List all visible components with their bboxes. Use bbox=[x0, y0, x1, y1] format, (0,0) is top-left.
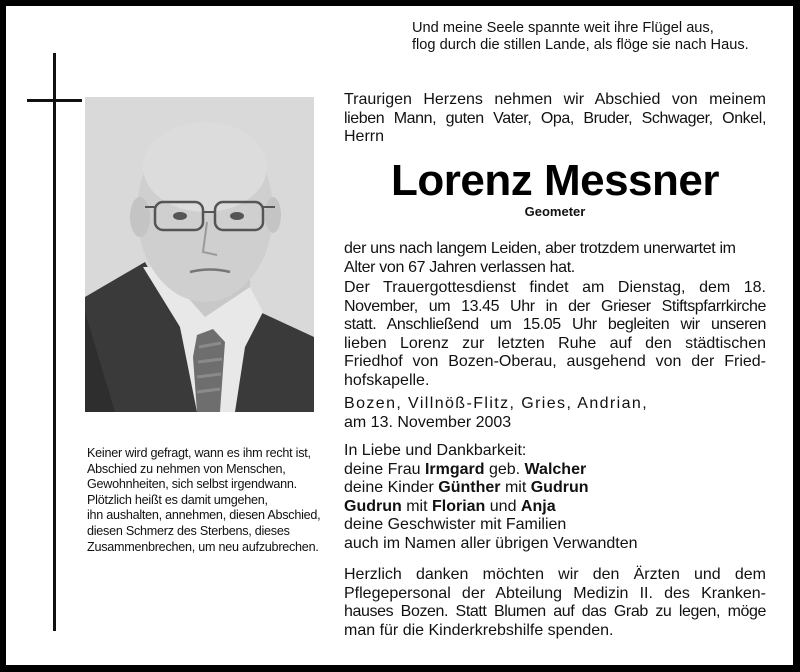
family-text: deine Frau bbox=[344, 460, 425, 478]
family-text: mit bbox=[500, 479, 531, 497]
deceased-name: Lorenz Messner bbox=[391, 156, 719, 205]
service-line: Der Trauergottesdienst findet am Dienstag, dem 18. bbox=[344, 279, 766, 296]
poem-line: Keiner wird gefragt, wann es ihm recht ist, bbox=[87, 446, 311, 460]
family-list bbox=[344, 442, 766, 554]
family-relatives: auch im Namen aller übrigen Verwandten bbox=[344, 534, 638, 552]
intro-line: Traurigen Herzens nehmen wir Abschied von meinem bbox=[344, 91, 766, 108]
child-name: Günther bbox=[438, 479, 501, 497]
family-text: deine Kinder bbox=[344, 479, 439, 497]
poem-line: ihn aushalten, annehmen, diesen Abschied, bbox=[87, 508, 321, 523]
deceased-profession: Geometer bbox=[524, 204, 586, 219]
service-line: Friedhof von Bozen-Oberau, ausgehend von der Fried- bbox=[344, 353, 766, 371]
grandchild-name: Florian bbox=[431, 497, 486, 515]
passing-paragraph bbox=[344, 240, 766, 277]
poem-line: Zusammenbrechen, um neu aufzubrechen. bbox=[87, 539, 319, 554]
passing-line: Alter von 67 Jahren verlassen hat. bbox=[344, 258, 575, 276]
family-grandchildren bbox=[344, 498, 766, 517]
thanks-paragraph bbox=[344, 566, 766, 640]
grandchild-name: Anja bbox=[520, 497, 556, 515]
notice-date: am 13. November 2003 bbox=[344, 413, 512, 431]
family-wife bbox=[344, 461, 766, 480]
wife-maiden-name: Walcher bbox=[524, 460, 587, 478]
cross-icon bbox=[53, 53, 56, 631]
portrait-image bbox=[85, 97, 314, 412]
poem-line: Abschied zu nehmen von Menschen, bbox=[87, 461, 286, 476]
epigraph bbox=[412, 20, 749, 54]
poem bbox=[87, 446, 320, 555]
child-partner-name: Gudrun bbox=[530, 479, 589, 497]
service-paragraph bbox=[344, 279, 766, 391]
place-date bbox=[344, 395, 766, 432]
intro-line: lieben Mann, guten Vater, Opa, Bruder, Schwager, Onkel, bbox=[344, 109, 766, 127]
family-text: und bbox=[485, 497, 521, 515]
family-heading: In Liebe und Dankbarkeit: bbox=[344, 442, 527, 459]
service-line: November, um 13.45 Uhr in der Grieser Stiftspfarrkirche bbox=[344, 297, 766, 315]
service-line: lieben Lorenz zur letzten Ruhe auf den städtischen bbox=[344, 334, 766, 352]
portrait-photo bbox=[85, 97, 314, 412]
thanks-line: Pflegepersonal der Abteilung Medizin II. des Kranken- bbox=[344, 584, 766, 602]
poem-line: Plötzlich heißt es damit umgehen, bbox=[87, 492, 268, 507]
wife-name: Irmgard bbox=[424, 460, 485, 478]
service-line: statt. Anschließend um 15.05 Uhr begleiten wir unseren bbox=[344, 316, 766, 334]
family-siblings: deine Geschwister mit Familien bbox=[344, 516, 567, 534]
poem-line: diesen Schmerz des Sterbens, dieses bbox=[87, 523, 290, 538]
thanks-line: hauses Bozen. Statt Blumen auf das Grab zu legen, möge bbox=[344, 603, 766, 621]
intro-paragraph bbox=[344, 91, 766, 147]
passing-line: der uns nach langem Leiden, aber trotzdem unerwartet im bbox=[344, 240, 736, 257]
grandchild-name: Gudrun bbox=[344, 497, 402, 515]
service-line: hofskapelle. bbox=[344, 371, 430, 389]
place-names: Bozen, Villnöß-Flitz, Gries, Andrian, bbox=[344, 395, 649, 412]
epigraph-line: flog durch die stillen Lande, als flöge sie nach Haus. bbox=[412, 37, 749, 53]
thanks-line: man für die Kinderkrebshilfe spenden. bbox=[344, 621, 614, 639]
family-text: geb. bbox=[484, 460, 525, 478]
family-children bbox=[344, 479, 766, 498]
poem-line: Gewohnheiten, sich selbst irgendwann. bbox=[87, 477, 297, 492]
family-text: mit bbox=[401, 497, 432, 515]
intro-line: Herrn bbox=[344, 128, 385, 146]
cross-icon-arm bbox=[27, 99, 82, 102]
epigraph-line: Und meine Seele spannte weit ihre Flügel aus, bbox=[412, 20, 714, 36]
thanks-line: Herzlich danken möchten wir den Ärzten und dem bbox=[344, 566, 766, 583]
